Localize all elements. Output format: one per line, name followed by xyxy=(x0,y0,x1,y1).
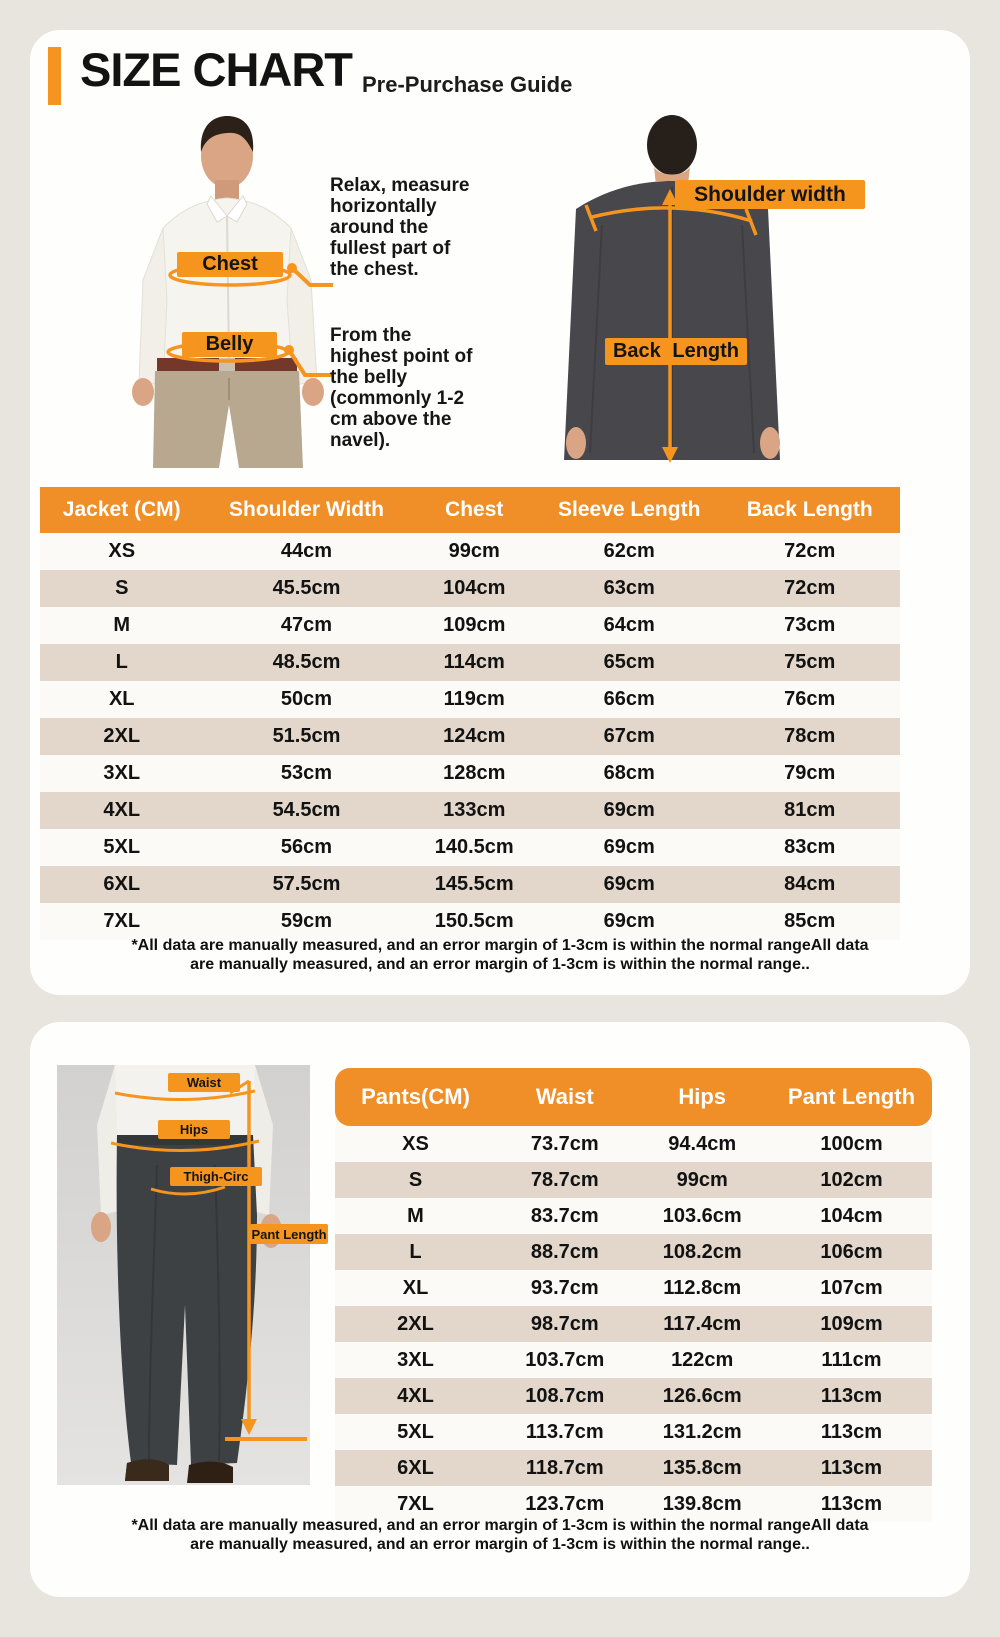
jacket-footnote xyxy=(30,936,970,974)
measurement-cell: 124cm xyxy=(443,725,506,747)
size-label-cell: L xyxy=(115,651,128,673)
size-row xyxy=(335,1162,932,1198)
size-label-cell: 4XL xyxy=(103,799,141,821)
size-label-cell: 2XL xyxy=(103,725,141,747)
measurement-cell: 69cm xyxy=(603,836,655,858)
measurement-cell: 118.7cm xyxy=(525,1456,604,1479)
measurement-cell: 78cm xyxy=(784,725,836,747)
page-subtitle: Pre-Purchase Guide xyxy=(362,72,573,97)
measurement-cell: 73cm xyxy=(784,614,836,636)
measurement-cell: 78.7cm xyxy=(530,1168,599,1191)
title-accent-bar xyxy=(48,47,61,105)
measurement-cell: 113.7cm xyxy=(525,1420,604,1443)
measurement-cell: 113cm xyxy=(820,1492,883,1515)
size-label-cell: 6XL xyxy=(103,873,141,895)
size-row xyxy=(40,607,900,644)
size-row xyxy=(335,1450,932,1486)
size-label-cell: 5XL xyxy=(103,836,141,858)
measurement-cell: 145.5cm xyxy=(434,873,514,895)
measurement-cell: 103.6cm xyxy=(662,1204,742,1227)
measurement-cell: 72cm xyxy=(784,577,836,599)
shoulder-width-label-text: Shoulder width xyxy=(694,182,846,206)
back-length-label xyxy=(605,338,747,365)
size-row xyxy=(40,755,900,792)
chest-measure-note: Relax, measure horizontally around the fullest part of the chest. xyxy=(330,175,470,280)
pants-footnote-line1: *All data are manually measured, and an error margin of 1-3cm is within the normal rangeAll data xyxy=(131,1517,869,1534)
measurement-cell: 48.5cm xyxy=(272,651,341,673)
size-label-cell: 6XL xyxy=(397,1456,434,1479)
measurement-cell: 79cm xyxy=(784,762,836,784)
measurement-cell: 99cm xyxy=(676,1168,728,1191)
size-label-cell: 5XL xyxy=(397,1420,434,1443)
hips-label-text: Hips xyxy=(179,1122,209,1137)
hips-label xyxy=(158,1120,230,1139)
pant-length-label xyxy=(250,1224,328,1244)
measurement-cell: 72cm xyxy=(784,540,836,562)
measurement-cell: 104cm xyxy=(820,1204,883,1227)
column-header: Shoulder Width xyxy=(203,487,409,533)
back-length-label-text: Back Length xyxy=(612,340,740,362)
pants-size-table xyxy=(335,1068,932,1522)
thigh-circ-label-text: Thigh-Circ xyxy=(183,1169,249,1184)
chest-label-text: Chest xyxy=(202,253,258,275)
size-label-cell: 7XL xyxy=(103,910,141,932)
pants-section-card xyxy=(30,1022,970,1597)
measurement-cell: 56cm xyxy=(280,836,333,858)
measurement-cell: 64cm xyxy=(603,614,655,636)
measurement-cell: 108.7cm xyxy=(525,1384,605,1407)
column-header: Pant Length xyxy=(771,1068,932,1126)
jacket-size-table xyxy=(40,487,900,940)
measurement-cell: 109cm xyxy=(820,1312,883,1335)
size-row xyxy=(40,644,900,681)
measurement-cell: 131.2cm xyxy=(662,1420,742,1443)
jacket-footnote-line2: are manually measured, and an error margin of 1-3cm is within the normal range.. xyxy=(190,956,810,973)
size-label-cell: 7XL xyxy=(397,1492,434,1515)
size-row xyxy=(335,1126,932,1162)
size-row xyxy=(40,903,900,940)
size-label-cell: 4XL xyxy=(397,1384,434,1407)
measurement-cell: 66cm xyxy=(603,688,655,710)
measurement-cell: 128cm xyxy=(443,762,506,784)
chest-label xyxy=(177,252,283,277)
belly-measure-note: From the highest point of the belly (commonly 1-2 cm above the navel). xyxy=(330,325,473,451)
measurement-cell: 44cm xyxy=(280,540,333,562)
measurement-cell: 69cm xyxy=(603,873,655,895)
size-row xyxy=(40,792,900,829)
header-row xyxy=(40,487,900,533)
measurement-cell: 117.4cm xyxy=(663,1312,742,1335)
measurement-cell: 63cm xyxy=(603,577,655,599)
size-row xyxy=(335,1270,932,1306)
measurement-cell: 112.8cm xyxy=(663,1276,742,1299)
header-row xyxy=(335,1068,932,1126)
column-header: Back Length xyxy=(719,487,900,533)
size-label-cell: 2XL xyxy=(397,1312,434,1335)
column-header: Hips xyxy=(633,1068,770,1126)
measurement-cell: 88.7cm xyxy=(530,1240,599,1263)
measurement-cell: 133cm xyxy=(443,799,506,821)
size-label-cell: XS xyxy=(402,1132,429,1155)
measurement-cell: 53cm xyxy=(280,762,333,784)
measurement-cell: 126.6cm xyxy=(662,1384,742,1407)
measurement-cell: 57.5cm xyxy=(272,873,341,895)
measurement-cell: 47cm xyxy=(280,614,333,636)
size-row xyxy=(40,829,900,866)
thigh-circ-label xyxy=(170,1167,262,1186)
measurement-cell: 139.8cm xyxy=(662,1492,742,1515)
measurement-cell: 84cm xyxy=(784,873,836,895)
size-label-cell: S xyxy=(115,577,129,599)
size-row xyxy=(335,1414,932,1450)
measurement-cell: 65cm xyxy=(603,651,655,673)
size-row xyxy=(335,1342,932,1378)
size-row xyxy=(40,718,900,755)
measurement-cell: 75cm xyxy=(784,651,836,673)
measurement-cell: 93.7cm xyxy=(530,1276,599,1299)
size-row xyxy=(40,533,900,570)
column-header: Chest xyxy=(409,487,538,533)
measurement-cell: 114cm xyxy=(443,651,505,673)
measurement-cell: 122cm xyxy=(671,1348,734,1371)
measurement-cell: 108.2cm xyxy=(662,1240,742,1263)
measurement-cell: 135.8cm xyxy=(662,1456,742,1479)
measurement-cell: 83.7cm xyxy=(530,1204,599,1227)
waist-label-text: Waist xyxy=(186,1075,222,1090)
measurement-cell: 140.5cm xyxy=(434,836,514,858)
size-label-cell: M xyxy=(113,614,131,636)
measurement-cell: 103.7cm xyxy=(525,1348,605,1371)
size-row xyxy=(335,1234,932,1270)
size-label-cell: M xyxy=(407,1204,424,1227)
measurement-cell: 99cm xyxy=(448,540,500,562)
measurement-cell: 104cm xyxy=(443,577,506,599)
size-row xyxy=(40,570,900,607)
measurement-cell: 81cm xyxy=(784,799,836,821)
measurement-cell: 73.7cm xyxy=(530,1132,599,1155)
column-header: Waist xyxy=(496,1068,633,1126)
size-label-cell: XL xyxy=(402,1276,429,1299)
waist-label xyxy=(168,1073,240,1092)
measurement-cell: 45.5cm xyxy=(272,577,341,599)
measurement-cell: 67cm xyxy=(603,725,655,747)
measurement-cell: 150.5cm xyxy=(434,910,514,932)
measurement-cell: 100cm xyxy=(820,1132,883,1155)
measurement-cell: 123.7cm xyxy=(525,1492,605,1515)
measurement-cell: 106cm xyxy=(820,1240,883,1263)
pant-length-label-text: Pant Length xyxy=(251,1226,327,1242)
column-header: Jacket (CM) xyxy=(40,487,203,533)
size-label-cell: XL xyxy=(108,688,135,710)
shoulder-width-label xyxy=(675,180,865,209)
measurement-cell: 69cm xyxy=(603,910,655,932)
back-model-figure xyxy=(550,105,840,467)
belly-label xyxy=(182,332,277,357)
belly-label-text: Belly xyxy=(205,333,254,355)
measurement-cell: 111cm xyxy=(821,1348,882,1371)
measurement-cell: 119cm xyxy=(443,688,505,710)
column-header: Sleeve Length xyxy=(539,487,720,533)
measurement-cell: 98.7cm xyxy=(530,1312,599,1335)
measurement-cell: 76cm xyxy=(784,688,836,710)
page-title: SIZE CHART xyxy=(80,43,352,96)
size-label-cell: XS xyxy=(108,540,136,562)
measurement-cell: 59cm xyxy=(280,910,333,932)
measurement-cell: 94.4cm xyxy=(668,1132,737,1155)
measurement-cell: 69cm xyxy=(603,799,655,821)
measurement-cell: 107cm xyxy=(820,1276,883,1299)
jacket-footnote-line1: *All data are manually measured, and an error margin of 1-3cm is within the normal rangeAll data xyxy=(131,937,869,954)
measurement-cell: 102cm xyxy=(820,1168,883,1191)
measurement-cell: 113cm xyxy=(820,1384,883,1407)
column-header: Pants(CM) xyxy=(335,1068,496,1126)
measurement-cell: 113cm xyxy=(820,1456,883,1479)
pants-footnote xyxy=(30,1516,970,1554)
size-label-cell: 3XL xyxy=(103,762,141,784)
size-row xyxy=(335,1198,932,1234)
measurement-cell: 68cm xyxy=(603,762,655,784)
pants-footnote-line2: are manually measured, and an error margin of 1-3cm is within the normal range.. xyxy=(190,1536,810,1553)
jacket-section-card xyxy=(30,30,970,995)
measurement-cell: 83cm xyxy=(784,836,836,858)
size-label-cell: 3XL xyxy=(397,1348,434,1371)
measurement-cell: 54.5cm xyxy=(272,799,341,821)
size-row xyxy=(335,1306,932,1342)
size-row xyxy=(335,1378,932,1414)
size-label-cell: S xyxy=(408,1168,423,1191)
measurement-cell: 113cm xyxy=(820,1420,883,1443)
size-row xyxy=(40,681,900,718)
measurement-cell: 85cm xyxy=(784,910,836,932)
measurement-cell: 51.5cm xyxy=(272,725,341,747)
measurement-cell: 109cm xyxy=(443,614,506,636)
size-label-cell: L xyxy=(409,1240,422,1263)
measurement-cell: 50cm xyxy=(280,688,333,710)
back-model-illustration xyxy=(550,105,840,467)
measurement-cell: 62cm xyxy=(603,540,655,562)
size-row xyxy=(40,866,900,903)
